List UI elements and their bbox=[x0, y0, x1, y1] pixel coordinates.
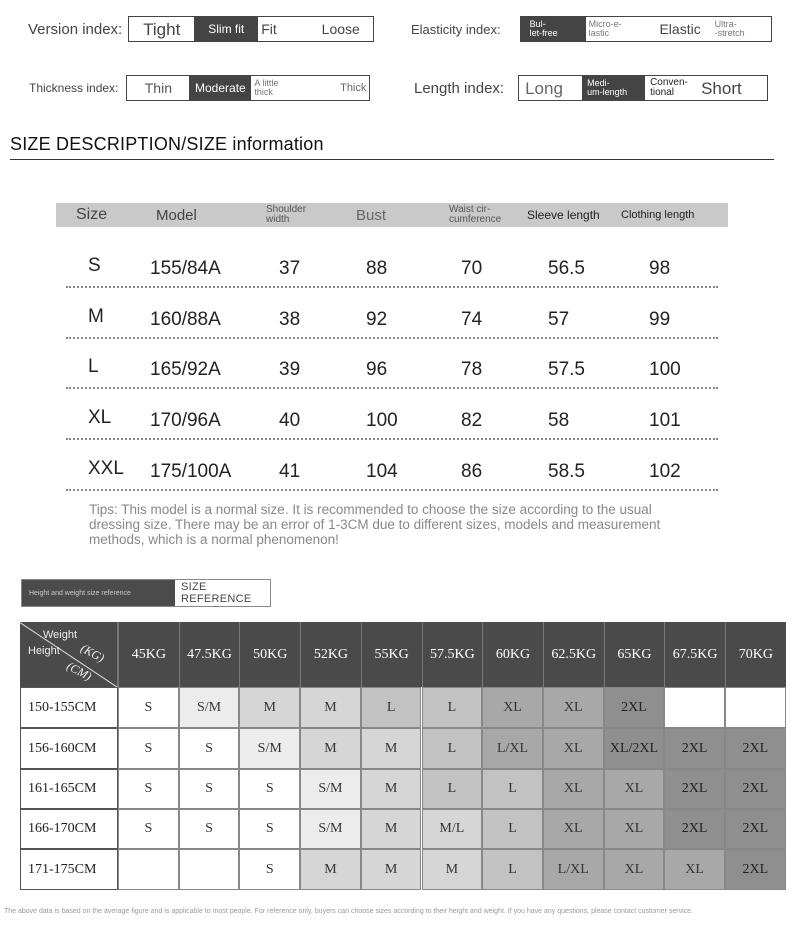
size-recommendation-cell: S bbox=[179, 728, 240, 769]
size-recommendation-cell: L bbox=[422, 687, 483, 728]
size-recommendation-cell: XL bbox=[664, 849, 725, 890]
size-row bbox=[66, 441, 718, 491]
size-cell: 56.5 bbox=[548, 258, 585, 279]
size-recommendation-cell: 2XL bbox=[664, 769, 725, 809]
version-index-label: Version index: bbox=[28, 20, 123, 38]
size-cell: 100 bbox=[649, 359, 681, 380]
chart-corner bbox=[20, 622, 118, 687]
size-recommendation-cell bbox=[118, 849, 179, 890]
size-recommendation-cell: S bbox=[239, 849, 300, 890]
height-row-label: 156-160CM bbox=[20, 728, 118, 769]
elasticity-option-micro-elastic: Micro-e- lastic bbox=[588, 19, 622, 38]
version-index bbox=[28, 16, 374, 42]
height-row-label: 150-155CM bbox=[20, 687, 118, 728]
size-recommendation-cell: S/M bbox=[300, 809, 361, 849]
size-cell: 104 bbox=[366, 461, 398, 482]
size-recommendation-cell: M bbox=[300, 728, 361, 769]
elasticity-index bbox=[411, 16, 772, 42]
size-recommendation-cell: 2XL bbox=[604, 687, 665, 728]
size-reference-label: SIZE REFERENCE bbox=[175, 580, 270, 606]
header-size: Size bbox=[76, 206, 108, 223]
height-weight-chart bbox=[20, 622, 786, 890]
size-recommendation-cell: S bbox=[118, 769, 179, 809]
size-row bbox=[66, 339, 718, 389]
size-cell: 175/100A bbox=[150, 461, 232, 482]
size-cell: L bbox=[88, 356, 99, 377]
size-recommendation-cell: M bbox=[361, 809, 422, 849]
size-recommendation-cell: S/M bbox=[300, 769, 361, 809]
footnote: The above data is based on the average figure and is applicable to most people. For reference only, buyers can choose sizes according to their height and weight. If you have any questions, please contact customer service. bbox=[4, 908, 693, 915]
weight-header-cell: 50KG bbox=[239, 622, 300, 687]
corner-cm-unit: (CM) bbox=[64, 658, 94, 684]
size-recommendation-cell: M bbox=[300, 849, 361, 890]
length-index-scale bbox=[518, 75, 768, 101]
size-cell: 57 bbox=[548, 309, 570, 330]
size-cell: 58.5 bbox=[548, 461, 585, 482]
size-recommendation-cell: M bbox=[422, 849, 483, 890]
size-cell: XL bbox=[88, 407, 112, 428]
size-recommendation-cell: XL bbox=[543, 809, 604, 849]
weight-header-cell: 52KG bbox=[300, 622, 361, 687]
header-clothing-length: Clothing length bbox=[621, 209, 695, 221]
size-cell: 170/96A bbox=[150, 410, 221, 431]
length-index bbox=[414, 75, 768, 101]
size-recommendation-cell: L/XL bbox=[482, 728, 543, 769]
size-cell: 102 bbox=[649, 461, 681, 482]
size-cell: 82 bbox=[461, 410, 483, 431]
height-row-label: 161-165CM bbox=[20, 769, 118, 809]
size-recommendation-cell: M/L bbox=[422, 809, 483, 849]
height-row-label: 171-175CM bbox=[20, 849, 118, 890]
weight-header-cell: 57.5KG bbox=[422, 622, 483, 687]
weight-header-row bbox=[20, 622, 786, 687]
size-recommendation-cell: XL bbox=[604, 809, 665, 849]
header-shoulder-width: Shoulder width bbox=[266, 204, 307, 225]
size-recommendation-cell: XL bbox=[543, 769, 604, 809]
size-recommendation-cell: S bbox=[118, 728, 179, 769]
size-recommendation-cell: XL bbox=[604, 849, 665, 890]
length-option-long: Long bbox=[525, 78, 563, 98]
corner-kg-unit: (KG) bbox=[78, 641, 107, 666]
weight-header-cell: 60KG bbox=[482, 622, 543, 687]
size-table-header bbox=[56, 203, 728, 227]
size-cell: XXL bbox=[88, 458, 124, 479]
size-cell: 41 bbox=[279, 461, 301, 482]
size-recommendation-cell bbox=[179, 849, 240, 890]
size-recommendation-cell: M bbox=[300, 687, 361, 728]
size-cell: 78 bbox=[461, 359, 483, 380]
thickness-index-scale bbox=[126, 75, 370, 101]
weight-header-cell: 70KG bbox=[725, 622, 786, 687]
size-recommendation-cell: XL bbox=[482, 687, 543, 728]
size-recommendation-cell: M bbox=[361, 849, 422, 890]
thickness-option-thin: Thin bbox=[144, 80, 172, 96]
size-cell: 165/92A bbox=[150, 359, 221, 380]
size-recommendation-cell: M bbox=[361, 728, 422, 769]
weight-header-cell: 67.5KG bbox=[664, 622, 725, 687]
size-recommendation-cell: XL bbox=[543, 687, 604, 728]
size-recommendation-cell: S bbox=[179, 769, 240, 809]
size-cell: 40 bbox=[279, 410, 301, 431]
size-cell: 96 bbox=[366, 359, 388, 380]
elasticity-index-scale bbox=[520, 16, 772, 42]
size-recommendation-cell: XL bbox=[604, 769, 665, 809]
thickness-index-label: Thickness index: bbox=[29, 81, 119, 95]
size-recommendation-cell bbox=[664, 687, 725, 728]
version-option-tight: Tight bbox=[143, 19, 181, 39]
size-cell: 58 bbox=[548, 410, 570, 431]
elasticity-option-bullet-free: Bul- let-free bbox=[521, 17, 586, 41]
size-recommendation-cell: 2XL bbox=[664, 809, 725, 849]
weight-header-cell: 45KG bbox=[118, 622, 179, 687]
length-option-medium-length: Medi- um-length bbox=[582, 76, 645, 100]
size-recommendation-cell: XL/2XL bbox=[604, 728, 665, 769]
size-reference-dark-label: Height and weight size reference bbox=[22, 580, 175, 606]
size-cell: S bbox=[88, 255, 101, 276]
size-cell: 92 bbox=[366, 309, 388, 330]
size-cell: 74 bbox=[461, 309, 483, 330]
thickness-option-a-little-thick: A little thick bbox=[254, 78, 279, 97]
elasticity-index-label: Elasticity index: bbox=[411, 21, 501, 37]
thickness-option-thick: Thick bbox=[340, 81, 367, 94]
header-waist: Waist cir- cumference bbox=[449, 204, 502, 225]
size-row bbox=[66, 390, 718, 440]
size-recommendation-cell: XL bbox=[543, 728, 604, 769]
length-index-label: Length index: bbox=[414, 79, 505, 97]
size-cell: 88 bbox=[366, 258, 388, 279]
header-sleeve-length: Sleeve length bbox=[527, 208, 600, 222]
version-option-loose: Loose bbox=[321, 21, 360, 37]
size-recommendation-cell: M bbox=[361, 769, 422, 809]
size-recommendation-cell: L bbox=[361, 687, 422, 728]
size-recommendation-cell: 2XL bbox=[725, 809, 786, 849]
size-recommendation-cell bbox=[725, 687, 786, 728]
sizing-tips: Tips: This model is a normal size. It is recommended to choose the size according to the usual dressing size. There may be an error of 1-3CM due to different sizes, models and measurement methods, which is a normal phenomenon! bbox=[89, 502, 661, 547]
size-cell: 70 bbox=[461, 258, 483, 279]
size-recommendation-cell: S bbox=[118, 687, 179, 728]
size-cell: 98 bbox=[649, 258, 671, 279]
size-recommendation-cell: L bbox=[422, 769, 483, 809]
size-recommendation-cell: L bbox=[482, 769, 543, 809]
weight-header-cell: 65KG bbox=[604, 622, 665, 687]
size-recommendation-cell: L/XL bbox=[543, 849, 604, 890]
size-cell: 101 bbox=[649, 410, 681, 431]
version-option-slim-fit: Slim fit bbox=[194, 17, 258, 41]
size-recommendation-cell: S/M bbox=[179, 687, 240, 728]
thickness-option-moderate: Moderate bbox=[189, 76, 251, 100]
version-option-fit: Fit bbox=[261, 21, 277, 37]
weight-header-cell: 55KG bbox=[361, 622, 422, 687]
size-reference-bar bbox=[21, 579, 271, 607]
weight-header-cell: 62.5KG bbox=[543, 622, 604, 687]
thickness-index bbox=[29, 75, 370, 101]
size-recommendation-cell: 2XL bbox=[725, 849, 786, 890]
size-recommendation-cell: S bbox=[118, 809, 179, 849]
size-recommendation-cell: 2XL bbox=[725, 728, 786, 769]
size-cell: 86 bbox=[461, 461, 483, 482]
size-cell: 37 bbox=[279, 258, 301, 279]
size-cell: 57.5 bbox=[548, 359, 585, 380]
section-heading: SIZE DESCRIPTION/SIZE information bbox=[10, 134, 324, 154]
length-option-conventional: Conven- tional bbox=[650, 77, 688, 98]
size-cell: M bbox=[88, 306, 104, 327]
size-recommendation-cell: S bbox=[239, 809, 300, 849]
elasticity-option-ultra-stretch: Ultra- -stretch bbox=[714, 19, 745, 38]
corner-weight-label: Weight bbox=[43, 629, 78, 641]
elasticity-option-elastic: Elastic bbox=[659, 21, 701, 37]
size-recommendation-cell: S/M bbox=[239, 728, 300, 769]
size-row bbox=[66, 238, 718, 288]
height-row-label: 166-170CM bbox=[20, 809, 118, 849]
heading-divider bbox=[10, 159, 774, 160]
length-option-short: Short bbox=[701, 78, 742, 98]
size-cell: 155/84A bbox=[150, 258, 221, 279]
size-recommendation-cell: L bbox=[482, 809, 543, 849]
header-bust: Bust bbox=[356, 206, 387, 224]
size-cell: 38 bbox=[279, 309, 301, 330]
size-recommendation-cell: M bbox=[239, 687, 300, 728]
size-recommendation-cell: S bbox=[239, 769, 300, 809]
size-recommendation-cell: L bbox=[422, 728, 483, 769]
size-cell: 99 bbox=[649, 309, 671, 330]
header-model: Model bbox=[156, 206, 197, 224]
size-recommendation-cell: 2XL bbox=[664, 728, 725, 769]
size-cell: 39 bbox=[279, 359, 301, 380]
size-recommendation-cell: 2XL bbox=[725, 769, 786, 809]
size-row bbox=[66, 289, 718, 339]
size-recommendation-cell: S bbox=[179, 809, 240, 849]
version-index-scale bbox=[128, 16, 374, 42]
size-recommendation-cell: L bbox=[482, 849, 543, 890]
size-cell: 100 bbox=[366, 410, 398, 431]
size-cell: 160/88A bbox=[150, 309, 221, 330]
corner-height-label: Height bbox=[28, 645, 60, 657]
weight-header-cell: 47.5KG bbox=[179, 622, 240, 687]
